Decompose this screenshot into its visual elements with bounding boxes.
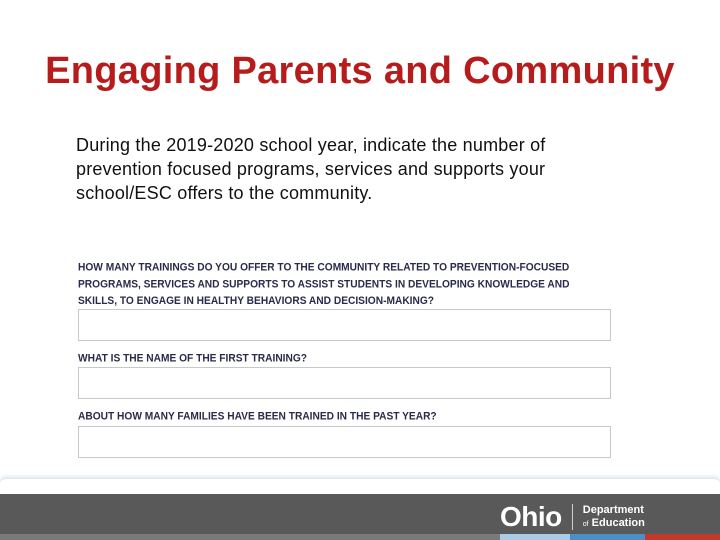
question-1-label: HOW MANY TRAININGS DO YOU OFFER TO THE COMMUNITY RELATED TO PREVENTION-FOCUSED PROGRAMS, SERVICES AND SUPPORTS TO ASSIST STUDENTS IN DEVELOPING KNOWLEDGE AND SKILLS, TO ENGAGE IN HEALTHY BEHAVIORS AND DECISION-MAKING? [78, 262, 570, 308]
logo-divider [572, 504, 573, 530]
logo-dept-line2: Education [591, 516, 645, 529]
logo-dept-line1: Department [582, 503, 644, 516]
logo-ohio-wordmark: Ohio [500, 501, 562, 532]
slide-title: Engaging Parents and Community [45, 50, 675, 92]
question-3-label: ABOUT HOW MANY FAMILIES HAVE BEEN TRAINED IN THE PAST YEAR? [78, 411, 437, 423]
question-1-input[interactable] [78, 309, 611, 341]
question-2-input[interactable] [78, 367, 611, 399]
question-2-label: WHAT IS THE NAME OF THE FIRST TRAINING? [78, 353, 308, 365]
logo-department-text [583, 504, 645, 531]
stripe-segment-red [645, 534, 720, 540]
stripe-segment-blue [570, 534, 645, 540]
intro-text: During the 2019-2020 school year, indicate the number of prevention focused programs, services and supports your school/ESC offers to the community. [76, 135, 546, 203]
ohio-education-logo [500, 500, 645, 534]
logo-dept-of: of [582, 520, 589, 528]
stripe-segment-lightblue [500, 534, 570, 540]
question-3-input[interactable] [78, 426, 611, 458]
